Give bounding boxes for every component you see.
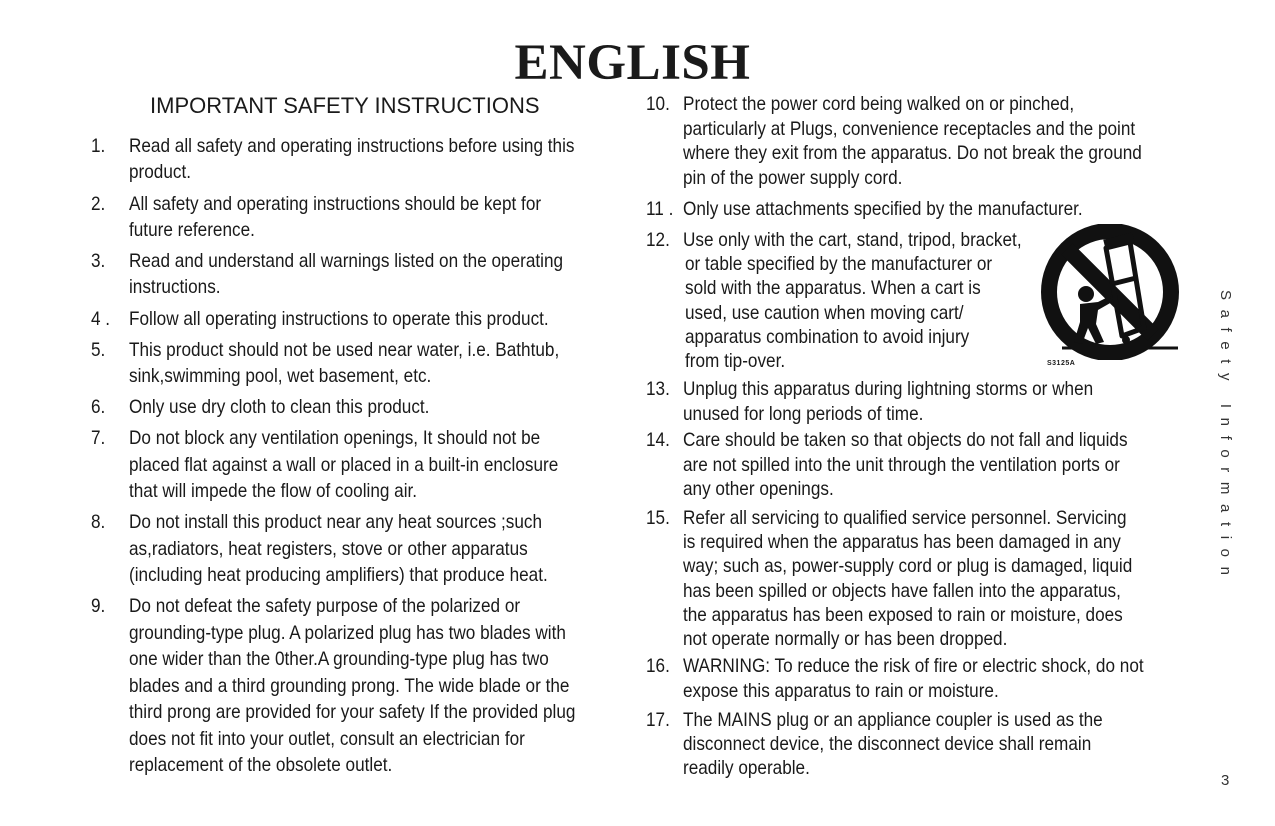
instruction-text-line: disconnect device, the disconnect device shall remain xyxy=(683,733,1092,756)
instruction-number: 15. xyxy=(646,507,670,529)
instruction-text-line: Use only with the cart, stand, tripod, bracket, xyxy=(683,229,1022,251)
instruction-number: 1. xyxy=(91,135,106,157)
instruction-text-line: Unplug this apparatus during lightning storms or when xyxy=(683,378,1094,400)
section-heading: IMPORTANT SAFETY INSTRUCTIONS xyxy=(150,93,540,118)
instruction-text-line: This product should not be used near water, i.e. Bathtub, xyxy=(129,339,560,361)
instruction-number: 17. xyxy=(646,709,670,731)
cart-tip-over-warning-icon xyxy=(1040,224,1185,360)
instruction-text-line: Only use dry cloth to clean this product. xyxy=(129,396,430,418)
instruction-text-line: unused for long periods of time. xyxy=(683,402,924,425)
instruction-number: 16. xyxy=(646,655,670,677)
instruction-number: 14. xyxy=(646,429,670,451)
instruction-text-line: placed flat against a wall or placed in a built-in enclosure xyxy=(129,453,559,476)
instruction-text-line: are not spilled into the unit through the ventilation ports or xyxy=(683,453,1120,476)
instruction-number: 3. xyxy=(91,250,106,272)
instruction-text-line: sink,swimming pool, wet basement, etc. xyxy=(129,365,432,387)
instruction-text-line: product. xyxy=(129,161,192,183)
instruction-text-line: any other openings. xyxy=(683,478,834,500)
instruction-text-line: Refer all servicing to qualified service personnel. Servicing xyxy=(683,507,1127,529)
instruction-text-line: third prong are provided for your safety If the provided plug xyxy=(129,701,576,723)
instruction-number: 7. xyxy=(91,427,106,449)
instruction-number: 6. xyxy=(91,396,106,418)
instruction-number: 12. xyxy=(646,229,670,251)
instruction-text-line: instructions. xyxy=(129,276,221,298)
instruction-text-line: Do not install this product near any heat sources ;such xyxy=(129,511,543,533)
instruction-text-line: grounding-type plug. A polarized plug has two blades with xyxy=(129,621,566,644)
instruction-text-line: Protect the power cord being walked on or pinched, xyxy=(683,93,1075,115)
instruction-text-line: from tip-over. xyxy=(685,350,786,372)
instruction-text-line: future reference. xyxy=(129,219,255,241)
instruction-text-line: Only use attachments specified by the manufacturer. xyxy=(683,198,1083,220)
page-title: ENGLISH xyxy=(514,35,751,91)
instruction-number: 13. xyxy=(646,378,670,400)
instruction-text-line: used, use caution when moving cart/ xyxy=(685,301,964,324)
instruction-text-line: Do not defeat the safety purpose of the polarized or xyxy=(129,595,521,617)
instruction-text-line: does not fit into your outlet, consult an electrician for xyxy=(129,727,525,750)
instruction-text-line: is required when the apparatus has been damaged in any xyxy=(683,531,1121,554)
instruction-number: 11 . xyxy=(646,198,674,220)
instruction-text-line: particularly at Plugs, convenience receptacles and the point xyxy=(683,117,1136,140)
instruction-text-line: the apparatus has been exposed to rain or moisture, does xyxy=(683,603,1123,626)
instruction-text-line: one wider than the 0ther.A grounding-type plug has two xyxy=(129,648,549,670)
instruction-number: 2. xyxy=(91,193,106,215)
instruction-text-line: Read and understand all warnings listed on the operating xyxy=(129,250,564,272)
instruction-text-line: The MAINS plug or an appliance coupler is used as the xyxy=(683,709,1103,731)
instruction-number: 9. xyxy=(91,595,106,617)
instruction-text-line: or table specified by the manufacturer or xyxy=(685,253,993,276)
instruction-text-line: (including heat producing amplifiers) that produce heat. xyxy=(129,564,548,586)
instruction-number: 4 . xyxy=(91,308,111,330)
instruction-text-line: readily operable. xyxy=(683,757,810,780)
page-number: 3 xyxy=(1221,772,1230,789)
instruction-number: 5. xyxy=(91,339,106,361)
instruction-text-line: where they exit from the apparatus. Do not break the ground xyxy=(683,142,1142,164)
instruction-text-line: All safety and operating instructions should be kept for xyxy=(129,193,542,215)
instruction-text-line: Read all safety and operating instructions before using this xyxy=(129,135,575,157)
instruction-text-line: replacement of the obsolete outlet. xyxy=(129,754,393,776)
instruction-text-line: WARNING: To reduce the risk of fire or electric shock, do not xyxy=(683,655,1144,677)
instruction-text-line: not operate normally or has been dropped. xyxy=(683,628,1008,650)
instruction-text-line: as,radiators, heat registers, stove or other apparatus xyxy=(129,537,528,560)
instruction-text-line: Do not block any ventilation openings, It should not be xyxy=(129,427,541,449)
instruction-number: 10. xyxy=(646,93,670,115)
instruction-text-line: that will impede the flow of cooling air. xyxy=(129,480,418,502)
instruction-text-line: has been spilled or objects have fallen into the apparatus, xyxy=(683,579,1121,602)
instruction-text-line: pin of the power supply cord. xyxy=(683,166,903,189)
instruction-text-line: expose this apparatus to rain or moisture. xyxy=(683,679,999,702)
instruction-text-line: sold with the apparatus. When a cart is xyxy=(685,277,981,300)
cart-icon-code: S3125A xyxy=(1047,360,1076,367)
side-section-label: Safety Information xyxy=(1217,290,1234,585)
instruction-number: 8. xyxy=(91,511,106,533)
instruction-text-line: blades and a third grounding prong. The wide blade or the xyxy=(129,674,570,697)
instruction-text-line: apparatus combination to avoid injury xyxy=(685,325,970,348)
instruction-text-line: Follow all operating instructions to operate this product. xyxy=(129,308,549,330)
instruction-text-line: way; such as, power-supply cord or plug is damaged, liquid xyxy=(683,555,1133,578)
instruction-text-line: Care should be taken so that objects do not fall and liquids xyxy=(683,429,1128,451)
